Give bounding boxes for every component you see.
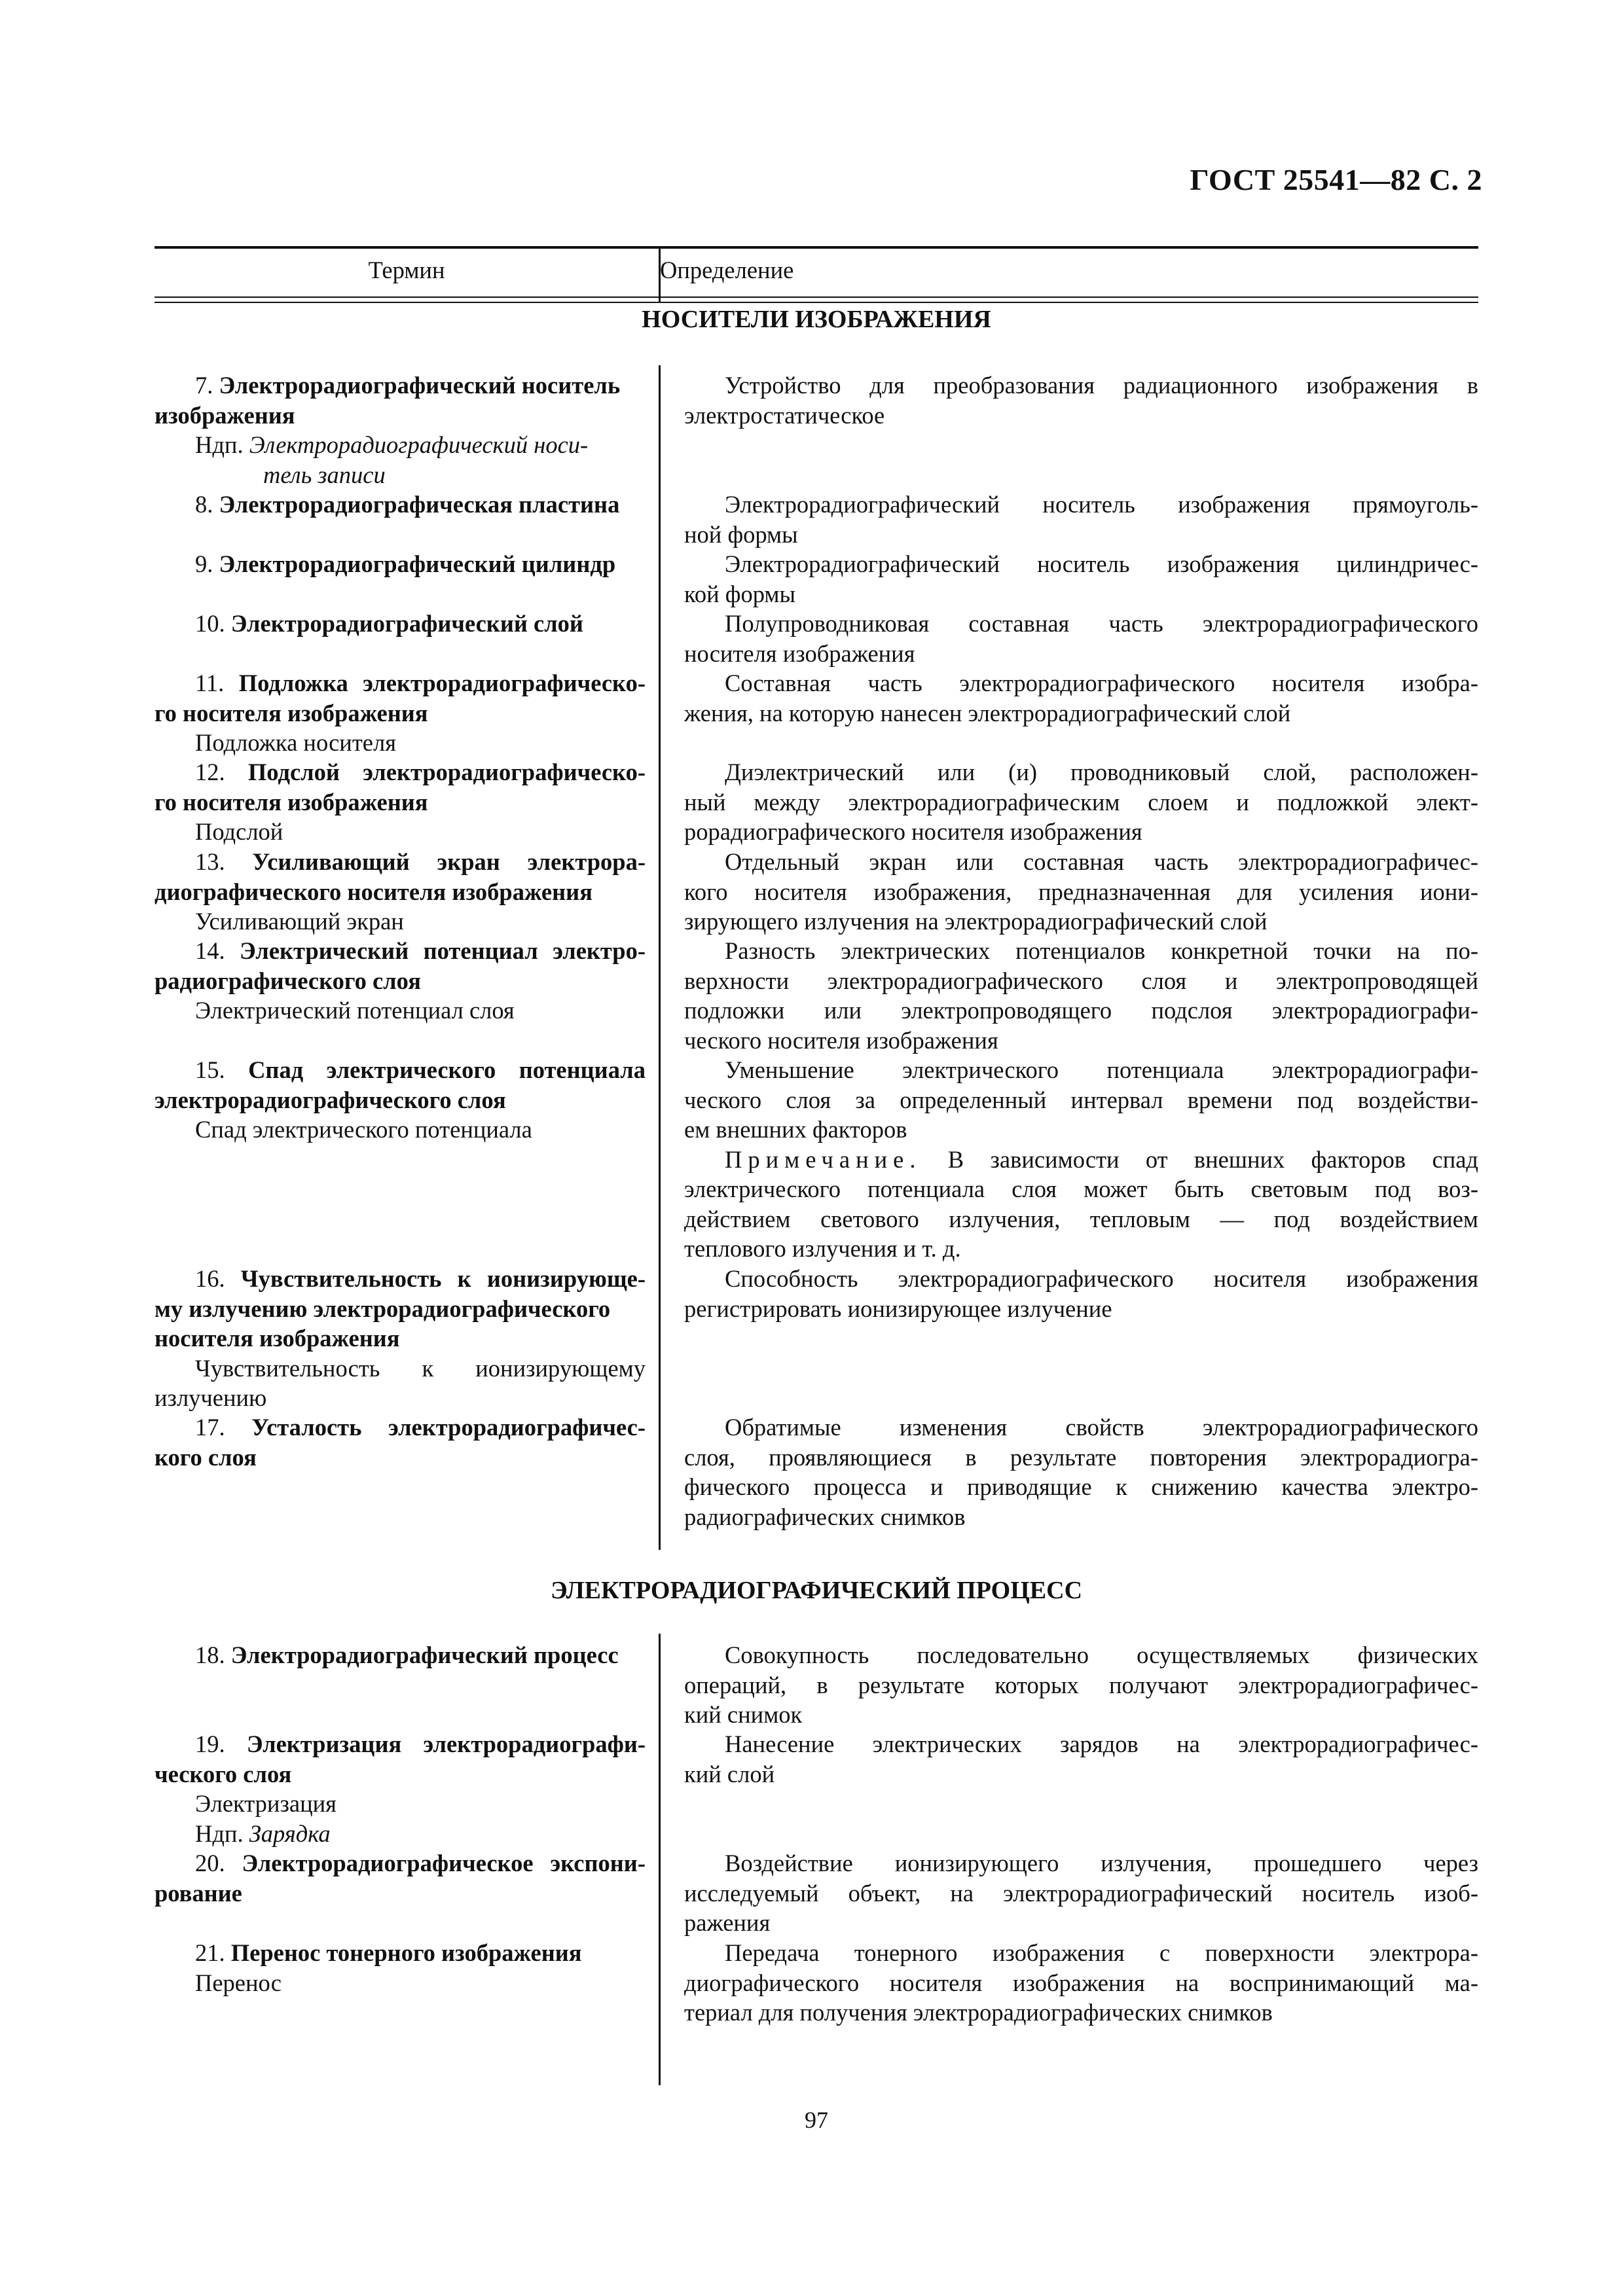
term-name: Электрорадиографический слой — [230, 610, 583, 637]
term-name: Подслой электрорадиографическо- — [247, 759, 646, 785]
term-name: Перенос тонерного изображения — [230, 1939, 582, 1966]
term-entry-13: 13. Усиливающий экран электрора- диографического носителя изображения Усиливающий экран — [155, 847, 646, 937]
definition-entry-8: Электрорадиографический носитель изображения прямоуголь- ной формы — [684, 491, 1478, 548]
definition-entry-12: Диэлектрический или (и) проводниковый слой, расположен- ный между электрорадиографическим слоем и подложкой элект- рорадиографического носителя изображения — [684, 759, 1478, 845]
definition-entry-14: Разность электрических потенциалов конкретной точки на по- верхности электрорадиографического слоя и электропроводящей подложки или электропроводящего подслоя электрорадиографи- ческого носителя изображения — [684, 937, 1478, 1054]
document-code: ГОСТ 25541—82 С. 2 — [1190, 163, 1482, 196]
term-entry-11: 11. Подложка электрорадиографическо- го носителя изображения Подложка носителя — [155, 668, 646, 758]
deprecated-term: Зарядка — [249, 1820, 331, 1847]
term-entry-10: 10. Электрорадиографический слой — [195, 610, 583, 637]
term-name: го носителя изображения — [155, 788, 428, 816]
definition-entry-10: Полупроводниковая составная часть электрорадиографического носителя изображения — [684, 610, 1478, 667]
deprecated-term: Электрорадиографический носи- — [249, 431, 589, 458]
term-entry-21: 21. Перенос тонерного изображения Перенос — [155, 1938, 646, 1998]
term-number: 7. — [195, 372, 213, 399]
term-synonym: излучению — [155, 1384, 267, 1411]
table-header-rule-double — [155, 302, 1478, 303]
note: Примечание. В зависимости от внешних факторов спад — [725, 1145, 1478, 1173]
term-entry-8: 8. Электрорадиографическая пластина — [195, 491, 620, 518]
term-entry-20: 20. Электрорадиографическое экспони- рование — [155, 1850, 646, 1907]
column-header-term: Термин — [368, 257, 445, 283]
term-synonym: Подслой — [195, 818, 283, 845]
term-name: Спад электрического потенциала — [248, 1056, 646, 1083]
term-name: диографического носителя изображения — [155, 878, 593, 905]
page-number: 97 — [805, 2107, 828, 2133]
table-header-rule — [155, 296, 1478, 298]
definition-entry-21: Передача тонерного изображения с поверхности электрора- диографического носителя изображения на воспринимающий ма- териал для получения электрорадиографических снимков — [684, 1939, 1478, 2026]
definition-entry-16: Способность электрорадиографического носителя изображения регистрировать ионизирующее излучение — [684, 1265, 1478, 1322]
term-name: Электрорадиографический процесс — [230, 1641, 619, 1668]
term-entry-14: 14. Электрический потенциал электро- радиографического слоя Электрический потенциал слоя — [155, 936, 646, 1026]
term-name: Чувствительность к ионизирующе- — [240, 1265, 646, 1292]
term-entry-7 — [155, 370, 646, 490]
term-name: кого слоя — [155, 1443, 257, 1471]
term-name: го носителя изображения — [155, 699, 428, 726]
definition-entry-18: Совокупность последовательно осуществляемых физических операций, в результате которых получают электрорадиографичес- кий снимок — [684, 1641, 1478, 1728]
term-synonym: Усиливающий экран — [195, 908, 404, 935]
term-name: носителя изображения — [155, 1325, 400, 1352]
term-synonym: Перенос — [195, 1969, 282, 1996]
note-label: Примечание. — [725, 1145, 922, 1173]
definition-entry-13: Отдельный экран или составная часть электрорадиографичес- кого носителя изображения, предназначенная для усиления иони- зирующего излучения на электрорадиографический слой — [684, 848, 1478, 935]
table-top-rule — [155, 246, 1478, 249]
term-synonym: Электрический потенциал слоя — [195, 997, 515, 1024]
section-title: НОСИТЕЛИ ИЗОБРАЖЕНИЯ — [642, 306, 991, 333]
definition-entry-9: Электрорадиографический носитель изображения цилиндричес- кой формы — [684, 550, 1478, 607]
term-name: Подложка электрорадиографическо- — [238, 670, 646, 696]
term-entry-9: 9. Электрорадиографический цилиндр — [195, 550, 616, 577]
term-synonym: Чувствительность к ионизирующему — [195, 1354, 646, 1382]
term-name: электрорадиографического слоя — [155, 1086, 506, 1113]
term-name: Электрический потенциал электро- — [240, 937, 646, 964]
term-entry-18: 18. Электрорадиографический процесс — [195, 1641, 619, 1668]
term-name: Электрорадиографический носитель — [219, 372, 621, 399]
term-name: изображения — [155, 401, 295, 429]
term-name: Электрорадиографический цилиндр — [219, 550, 616, 577]
term-name: радиографического слоя — [155, 967, 421, 994]
term-name: му излучению электрорадиографического — [155, 1295, 611, 1322]
term-name: ческого слоя — [155, 1760, 292, 1787]
deprecated-term: тель записи — [263, 461, 386, 488]
column-divider-section-1 — [659, 365, 661, 1550]
term-synonym: Спад электрического потенциала — [195, 1116, 532, 1143]
term-entry-15: 15. Спад электрического потенциала электрорадиографического слоя Спад электрического потенциала — [155, 1055, 646, 1145]
term-entry-17: 17. Усталость электрорадиографичес- кого слоя — [155, 1414, 646, 1471]
term-entry-12: 12. Подслой электрорадиографическо- го носителя изображения Подслой — [155, 757, 646, 847]
definition-entry-20: Воздействие ионизирующего излучения, прошедшего через исследуемый объект, на электрорадиографический носитель изоб- ражения — [684, 1850, 1478, 1936]
column-divider-section-2 — [659, 1634, 661, 2085]
definition-entry-17: Обратимые изменения свойств электрорадиографического слоя, проявляющиеся в результате повторения электрорадиогра- фического процесса и приводящие к снижению качества электро- радиографических снимков — [684, 1414, 1478, 1530]
term-entry-19: 19. Электризация электрорадиографи- ческого слоя Электризация Ндп. Зарядка — [155, 1731, 646, 1847]
term-name: Усталость электрорадиографичес- — [251, 1414, 646, 1441]
definition-entry-7: Устройство для преобразования радиационного изображения в электростатическое — [684, 372, 1478, 429]
section-title: ЭЛЕКТРОРАДИОГРАФИЧЕСКИЙ ПРОЦЕСС — [550, 1577, 1083, 1604]
term-name: Электризация электрорадиографи- — [246, 1731, 646, 1757]
term-synonym: Подложка носителя — [195, 729, 396, 756]
definition-entry-19: Нанесение электрических зарядов на электрорадиографичес- кий слой — [684, 1731, 1478, 1787]
ndp-label: Ндп. — [195, 1820, 244, 1847]
definition-entry-15: Уменьшение электрического потенциала электрорадиографи- ческого слоя за определенный интервал времени под воздействи- ем внешних факторов Примечание. В зависимости от внешних факторов спад электрического потенциала слоя может быть световым под воз- действием светового излучения, тепловым — под воздействием теплового излучения и т. д. — [684, 1056, 1478, 1262]
term-entry-16: 16. Чувствительность к ионизирующе- му излучению электрорадиографического носителя изображения Чувствительность к ионизирующему излучению — [155, 1264, 646, 1413]
term-name: рование — [155, 1879, 242, 1907]
column-divider-header — [659, 247, 661, 303]
term-name: Усиливающий экран электрора- — [252, 848, 646, 875]
term-synonym: Электризация — [195, 1790, 337, 1817]
term-name: Электрорадиографическое экспони- — [242, 1850, 646, 1876]
column-header-definition: Определение — [660, 257, 794, 283]
ndp-label: Ндп. — [195, 431, 244, 458]
definition-entry-11: Составная часть электрорадиографического носителя изобра- жения, на которую нанесен электрорадиографический слой — [684, 670, 1478, 726]
term-name: Электрорадиографическая пластина — [219, 491, 620, 518]
